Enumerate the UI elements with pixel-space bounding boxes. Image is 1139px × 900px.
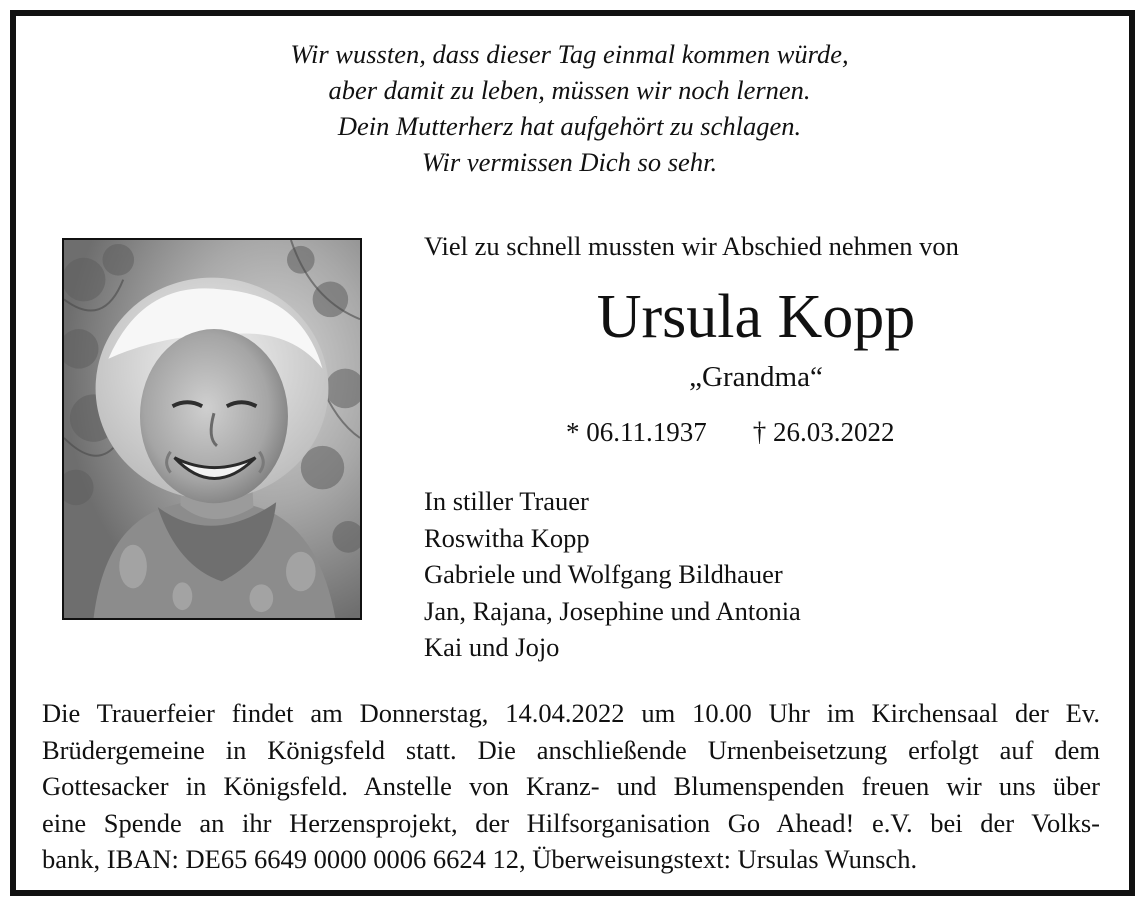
mourner-line: Kai und Jojo [424,632,560,662]
life-dates [566,414,895,450]
mourner-line: Jan, Rajana, Josephine und Antonia [424,595,801,626]
mourners-heading: In stiller Trauer [424,486,589,516]
poem-line: Wir vermissen Dich so sehr. [421,147,718,177]
poem-line: Wir wussten, dass dieser Tag einmal kommen würde, [290,39,849,69]
death-date: † 26.03.2022 [752,417,895,447]
notice-line: bank, IBAN: DE65 6649 0000 0006 6624 12, Überweisungstext: Ursulas Wunsch. [42,844,918,875]
mourners-list [424,483,801,666]
deceased-nickname: „Grandma“ [689,361,823,393]
mourner-line: Gabriele und Wolfgang Bildhauer [424,559,783,589]
notice-line: Brüdergemeine in Königsfeld statt. Die anschließende Urnenbeisetzung erfolgt auf dem [42,734,1100,765]
birth-date: * 06.11.1937 [566,417,707,447]
deceased-name: Ursula Kopp [596,283,916,351]
mourner-line: Roswitha Kopp [424,522,590,553]
poem [0,36,1139,180]
poem-line: Dein Mutterherz hat aufgehört zu schlagen. [337,111,802,141]
poem-line: aber damit zu leben, müssen wir noch lernen. [328,75,811,105]
funeral-notice [42,695,1100,878]
notice-line: eine Spende an ihr Herzensprojekt, der Hilfsorganisation Go Ahead! e.V. bei der Volks- [42,807,1100,838]
notice-line: Die Trauerfeier findet am Donnerstag, 14.04.2022 um 10.00 Uhr im Kirchensaal der Ev. [42,698,1100,728]
portrait-photo-image [64,240,360,618]
portrait-photo [62,238,362,620]
notice-line: Gottesacker in Königsfeld. Anstelle von Kranz- und Blumenspenden freuen wir uns über [42,771,1100,802]
farewell-intro: Viel zu schnell mussten wir Abschied nehmen von [424,231,959,261]
